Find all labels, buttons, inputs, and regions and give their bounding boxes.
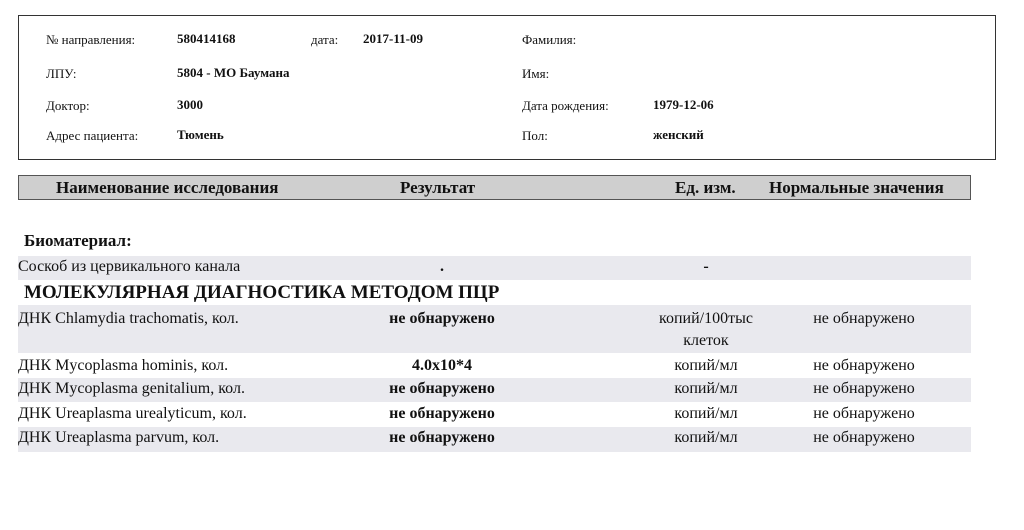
date-value: 2017-11-09 (363, 31, 423, 46)
section-title: МОЛЕКУЛЯРНАЯ ДИАГНОСТИКА МЕТОДОМ ПЦР (24, 282, 500, 303)
table-row (18, 305, 971, 353)
test-unit: копий/100тыс клеток (659, 310, 753, 349)
test-unit: копий/мл (674, 429, 738, 446)
table-row (18, 403, 971, 427)
sex-label: Пол: (522, 128, 548, 143)
dob-label: Дата рождения: (522, 98, 609, 113)
test-result: 4.0x10*4 (412, 357, 472, 374)
column-header-name: Наименование исследования (56, 178, 279, 197)
lpu-label: ЛПУ: (46, 66, 77, 81)
biomaterial-label: Биоматериал: (24, 231, 132, 250)
sex-value: женский (653, 127, 704, 142)
test-name: ДНК Chlamydia trachomatis, кол. (18, 310, 239, 327)
column-header-result: Результат (400, 178, 476, 197)
test-result: не обнаружено (389, 380, 495, 397)
table-row (18, 427, 971, 452)
biomaterial-result: . (440, 258, 444, 275)
test-name: ДНК Mycoplasma hominis, кол. (18, 357, 229, 374)
test-unit: копий/мл (674, 380, 738, 397)
test-normal: не обнаружено (813, 357, 915, 374)
results-table-header (18, 175, 971, 200)
doctor-label: Доктор: (46, 98, 90, 113)
test-name: ДНК Ureaplasma parvum, кол. (18, 429, 220, 446)
name-label: Имя: (522, 66, 550, 81)
date-label: дата: (311, 32, 339, 47)
referral-label: № направления: (46, 32, 136, 47)
biomaterial-unit: - (703, 258, 709, 275)
referral-value: 580414168 (177, 31, 236, 46)
column-header-unit: Ед. изм. (675, 178, 736, 197)
dob-value: 1979-12-06 (653, 97, 714, 112)
table-row (18, 378, 971, 402)
lpu-value: 5804 - МО Баумана (177, 65, 290, 80)
test-result: не обнаружено (389, 405, 495, 422)
patient-info-box (18, 15, 996, 160)
column-header-normal: Нормальные значения (769, 178, 944, 197)
test-name: ДНК Ureaplasma urealyticum, кол. (18, 405, 247, 422)
test-unit: копий/мл (674, 357, 738, 374)
address-label: Адрес пациента: (46, 128, 139, 143)
test-normal: не обнаружено (813, 429, 915, 446)
test-unit: копий/мл (674, 405, 738, 422)
doctor-value: 3000 (177, 97, 203, 112)
test-result: не обнаружено (389, 429, 495, 446)
test-normal: не обнаружено (813, 310, 915, 327)
test-result: не обнаружено (389, 310, 495, 327)
table-row (18, 355, 971, 378)
test-name: ДНК Mycoplasma genitalium, кол. (18, 380, 245, 397)
address-value: Тюмень (177, 127, 224, 142)
test-normal: не обнаружено (813, 405, 915, 422)
test-normal: не обнаружено (813, 380, 915, 397)
biomaterial-row (18, 256, 971, 280)
biomaterial-name: Соскоб из цервикального канала (18, 258, 241, 275)
surname-label: Фамилия: (522, 32, 577, 47)
